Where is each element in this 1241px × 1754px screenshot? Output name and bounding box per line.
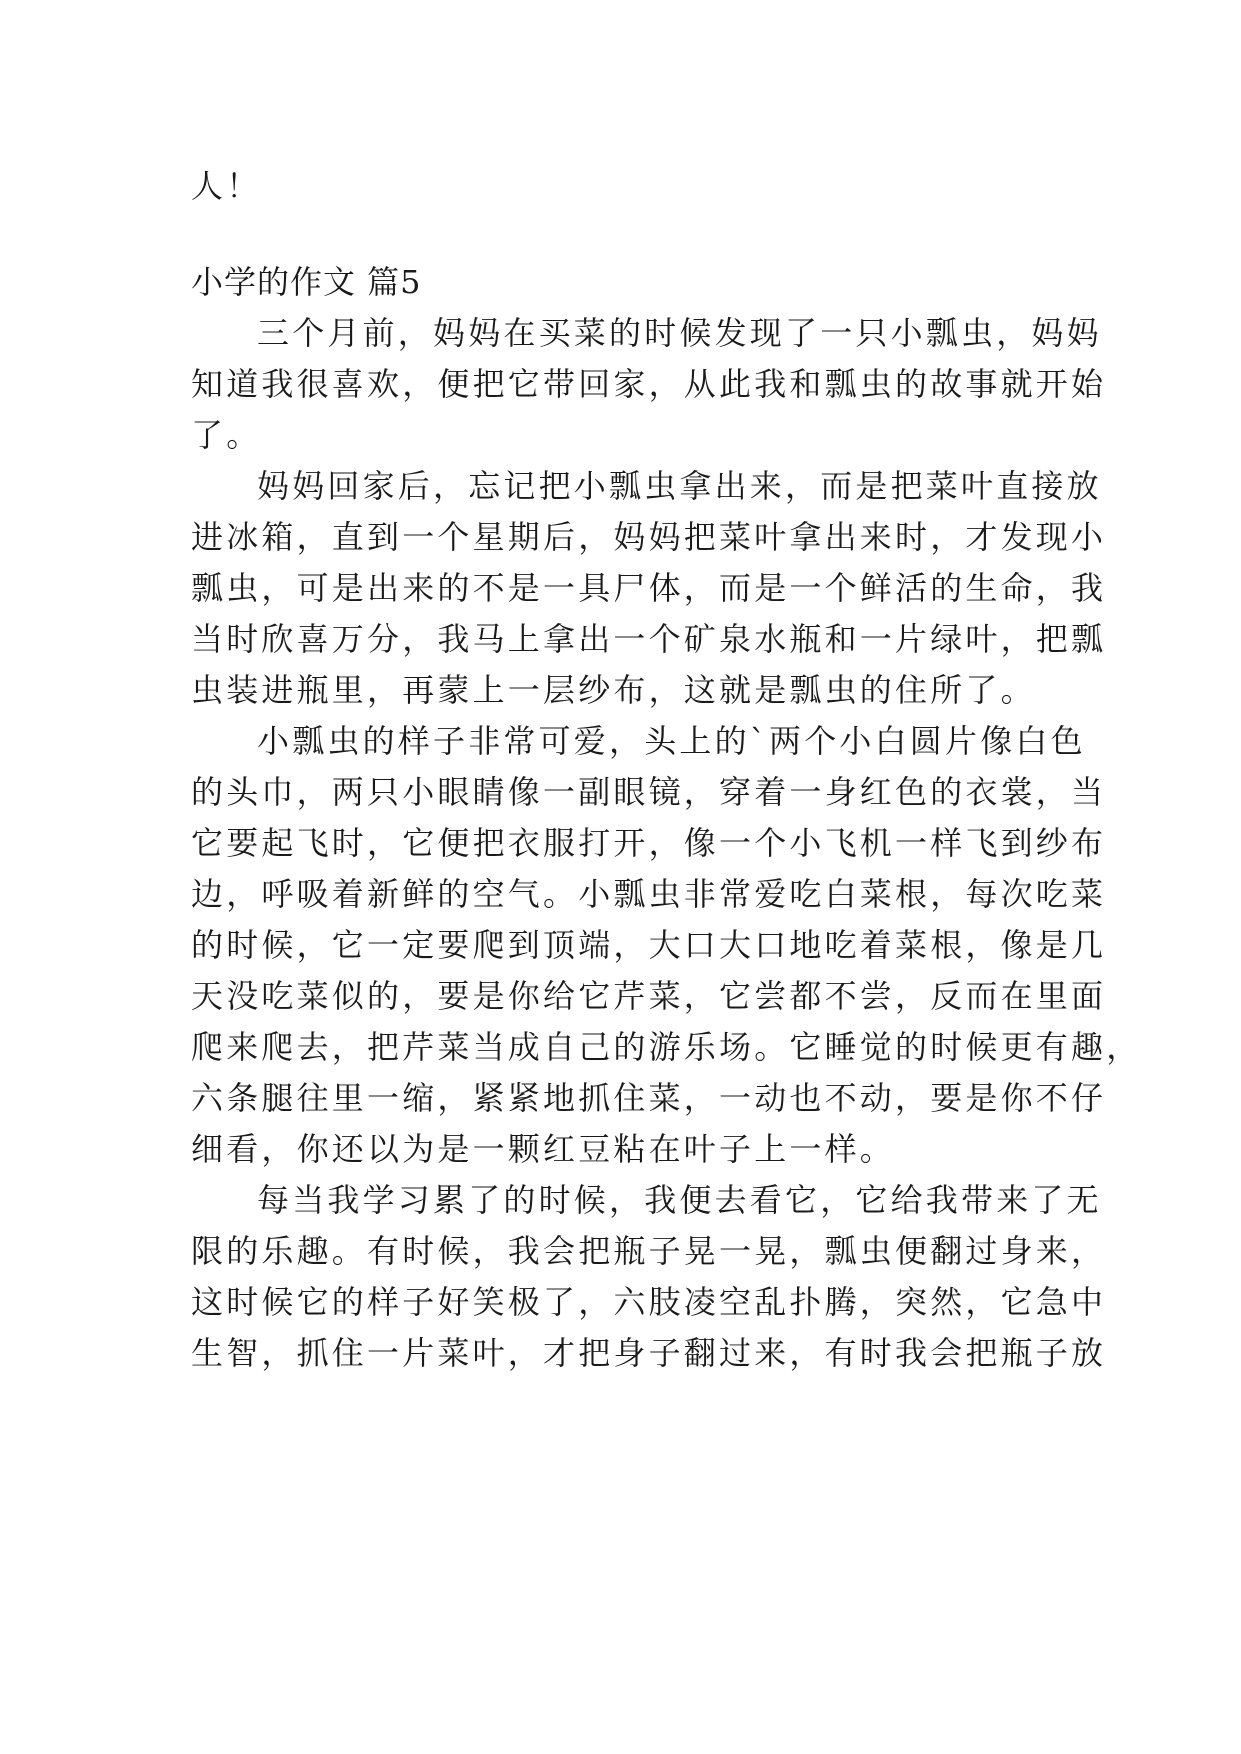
paragraph-line: 小瓢虫的样子非常可爱，头上的`两个小白圆片像白色 [257,722,1086,760]
paragraph-line: 细看，你还以为是一颗红豆粘在叶子上一样。 [191,1130,896,1168]
paragraph-line: 生智，抓住一片菜叶，才把身子翻过来，有时我会把瓶子放 [191,1334,1107,1372]
previous-page-fragment: 人！ [191,167,262,205]
paragraph-line: 的时候，它一定要爬到顶端，大口大口地吃着菜根，像是几 [191,926,1107,964]
paragraph-line: 知道我很喜欢，便把它带回家，从此我和瓢虫的故事就开始 [191,365,1107,403]
paragraph-line: 虫装进瓶里，再蒙上一层纱布，这就是瓢虫的住所了。 [191,671,1036,709]
paragraph-line: 每当我学习累了的时候，我便去看它，它给我带来了无 [257,1181,1102,1219]
paragraph-line: 妈妈回家后，忘记把小瓢虫拿出来，而是把菜叶直接放 [257,467,1102,505]
paragraph-line: 六条腿往里一缩，紧紧地抓住菜，一动也不动，要是你不仔 [191,1079,1107,1117]
paragraph-line: 它要起飞时，它便把衣服打开，像一个小飞机一样飞到纱布 [191,824,1107,862]
paragraph-line: 爬来爬去，把芹菜当成自己的游乐场。它睡觉的时候更有趣， [191,1028,1142,1066]
paragraph-line: 限的乐趣。有时候，我会把瓶子晃一晃，瓢虫便翻过身来， [191,1232,1107,1270]
paragraph-line: 天没吃菜似的，要是你给它芹菜，它尝都不尝，反而在里面 [191,977,1107,1015]
essay-title: 小学的作文 篇5 [191,263,422,301]
paragraph-line: 瓢虫，可是出来的不是一具尸体，而是一个鲜活的生命，我 [191,569,1107,607]
paragraph-line: 这时候它的样子好笑极了，六肢凌空乱扑腾，突然，它急中 [191,1283,1107,1321]
paragraph-line: 的头巾，两只小眼睛像一副眼镜，穿着一身红色的衣裳，当 [191,773,1107,811]
paragraph-line: 三个月前，妈妈在买菜的时候发现了一只小瓢虫，妈妈 [257,314,1102,352]
paragraph-line: 了。 [191,416,262,454]
paragraph-line: 进冰箱，直到一个星期后，妈妈把菜叶拿出来时，才发现小 [191,518,1107,556]
paragraph-line: 当时欣喜万分，我马上拿出一个矿泉水瓶和一片绿叶，把瓢 [191,620,1107,658]
paragraph-line: 边，呼吸着新鲜的空气。小瓢虫非常爱吃白菜根，每次吃菜 [191,875,1107,913]
